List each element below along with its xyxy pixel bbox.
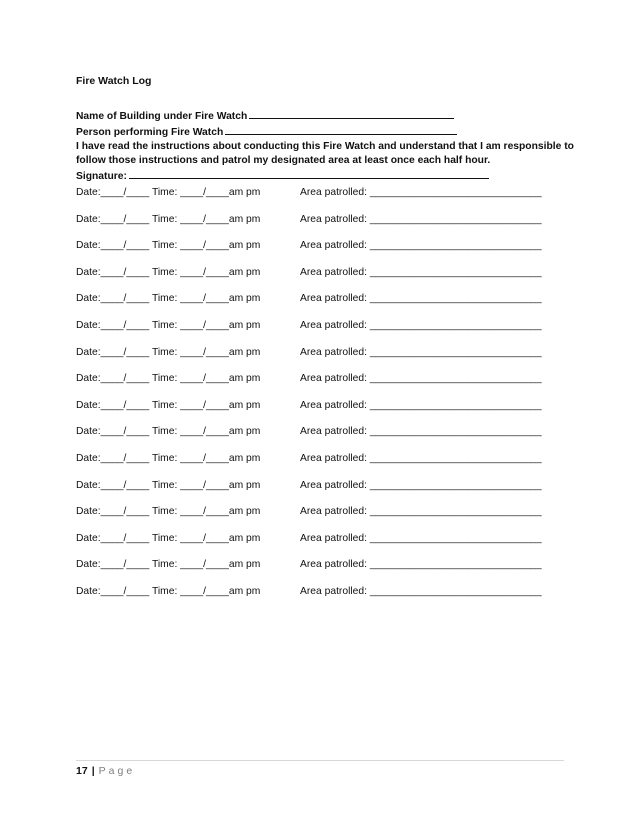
entry-area-patrolled[interactable]: Area patrolled: ______________________________: [300, 506, 542, 518]
patrol-entry-row: [76, 187, 556, 214]
building-name-label: Name of Building under Fire Watch: [76, 111, 248, 122]
entry-area-patrolled[interactable]: Area patrolled: ______________________________: [300, 187, 542, 198]
entry-date-time[interactable]: Date:____/____ Time: ____/____am pm: [76, 319, 261, 331]
footer-separator: |: [91, 765, 95, 777]
patrol-entries: [76, 187, 556, 613]
entry-date-time[interactable]: Date:____/____ Time: ____/____am pm: [76, 187, 261, 198]
patrol-entry-row: [76, 453, 556, 480]
entry-date-time[interactable]: Date:____/____ Time: ____/____am pm: [76, 532, 261, 544]
entry-area-patrolled[interactable]: Area patrolled: ______________________________: [300, 559, 542, 571]
entry-area-patrolled[interactable]: Area patrolled: ______________________________: [300, 585, 542, 597]
patrol-entry-row: [76, 240, 556, 267]
footer-divider: [76, 760, 564, 761]
signature-blank[interactable]: [129, 168, 489, 179]
patrol-entry-row: [76, 373, 556, 400]
entry-area-patrolled[interactable]: Area patrolled: ______________________________: [300, 479, 542, 491]
entry-date-time[interactable]: Date:____/____ Time: ____/____am pm: [76, 346, 261, 358]
patrol-entry-row: [76, 506, 556, 533]
entry-date-time[interactable]: Date:____/____ Time: ____/____am pm: [76, 506, 261, 518]
entry-area-patrolled[interactable]: Area patrolled: ______________________________: [300, 266, 542, 278]
person-line: [76, 124, 576, 140]
instructions-text: I have read the instructions about conducting this Fire Watch and understand that I am responsible to follow those instructions and patrol my designated area at least once each half hour.: [76, 141, 574, 166]
patrol-entry-row: [76, 426, 556, 453]
patrol-entry-row: [76, 400, 556, 427]
patrol-entry-row: [76, 347, 556, 374]
page-word: Page: [98, 765, 136, 777]
entry-date-time[interactable]: Date:____/____ Time: ____/____am pm: [76, 585, 261, 597]
building-name-blank[interactable]: [249, 108, 454, 119]
entry-date-time[interactable]: Date:____/____ Time: ____/____am pm: [76, 266, 261, 278]
entry-date-time[interactable]: Date:____/____ Time: ____/____am pm: [76, 373, 261, 385]
entry-area-patrolled[interactable]: Area patrolled: ______________________________: [300, 426, 542, 438]
patrol-entry-row: [76, 320, 556, 347]
signature-line: [76, 168, 576, 184]
signature-label: Signature:: [76, 171, 127, 182]
entry-date-time[interactable]: Date:____/____ Time: ____/____am pm: [76, 426, 261, 438]
page-title: Fire Watch Log: [76, 75, 152, 87]
patrol-entry-row: [76, 267, 556, 294]
entry-area-patrolled[interactable]: Area patrolled: ______________________________: [300, 532, 542, 544]
entry-area-patrolled[interactable]: Area patrolled: ______________________________: [300, 452, 542, 464]
entry-date-time[interactable]: Date:____/____ Time: ____/____am pm: [76, 452, 261, 464]
entry-area-patrolled[interactable]: Area patrolled: ______________________________: [300, 293, 542, 305]
entry-date-time[interactable]: Date:____/____ Time: ____/____am pm: [76, 399, 261, 411]
entry-date-time[interactable]: Date:____/____ Time: ____/____am pm: [76, 213, 261, 225]
form-header: [76, 108, 576, 184]
page-footer: [76, 765, 135, 777]
patrol-entry-row: [76, 533, 556, 560]
patrol-entry-row: [76, 214, 556, 241]
patrol-entry-row: [76, 559, 556, 586]
patrol-entry-row: [76, 480, 556, 507]
entry-area-patrolled[interactable]: Area patrolled: ______________________________: [300, 346, 542, 358]
entry-date-time[interactable]: Date:____/____ Time: ____/____am pm: [76, 240, 261, 252]
entry-area-patrolled[interactable]: Area patrolled: ______________________________: [300, 399, 542, 411]
entry-area-patrolled[interactable]: Area patrolled: ______________________________: [300, 373, 542, 385]
entry-date-time[interactable]: Date:____/____ Time: ____/____am pm: [76, 479, 261, 491]
person-label: Person performing Fire Watch: [76, 127, 224, 138]
entry-area-patrolled[interactable]: Area patrolled: ______________________________: [300, 240, 542, 252]
entry-date-time[interactable]: Date:____/____ Time: ____/____am pm: [76, 293, 261, 305]
patrol-entry-row: [76, 293, 556, 320]
entry-date-time[interactable]: Date:____/____ Time: ____/____am pm: [76, 559, 261, 571]
entry-area-patrolled[interactable]: Area patrolled: ______________________________: [300, 213, 542, 225]
patrol-entry-row: [76, 586, 556, 613]
page-number: 17: [76, 765, 88, 777]
building-name-line: [76, 108, 576, 124]
entry-area-patrolled[interactable]: Area patrolled: ______________________________: [300, 319, 542, 331]
person-blank[interactable]: [225, 124, 457, 135]
